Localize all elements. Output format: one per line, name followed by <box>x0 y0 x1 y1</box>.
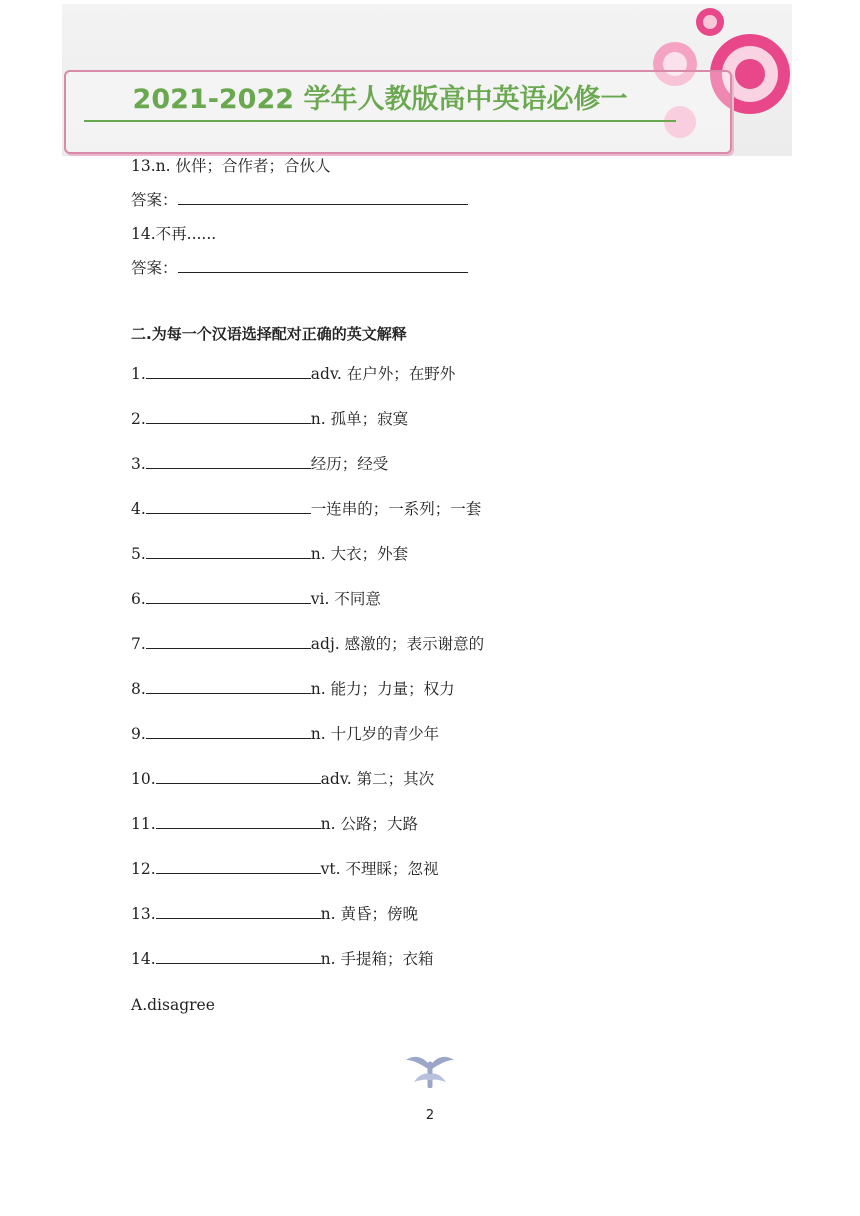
item-definition: n. 公路；大路 <box>320 815 418 833</box>
item-number: 4. <box>131 500 146 518</box>
answer-blank[interactable] <box>146 544 311 559</box>
item-definition: adv. 第二；其次 <box>320 770 435 788</box>
answer-blank[interactable] <box>156 859 321 874</box>
answer-blank[interactable] <box>146 634 311 649</box>
matching-item <box>131 544 408 564</box>
item-definition: n. 大衣；外套 <box>310 545 409 563</box>
item-number: 11. <box>131 815 156 833</box>
section-2-title: 二.为每一个汉语选择配对正确的英文解释 <box>131 325 407 343</box>
page-number: 2 <box>425 1108 435 1123</box>
matching-item <box>131 814 418 834</box>
page-title: 2021-2022 学年人教版高中英语必修一 <box>84 80 676 122</box>
item-number: 1. <box>131 365 146 383</box>
answer-blank[interactable] <box>156 769 321 784</box>
item-number: 9. <box>131 725 146 743</box>
answer-blank[interactable] <box>146 364 311 379</box>
item-definition: n. 十几岁的青少年 <box>310 725 440 743</box>
matching-item <box>131 634 484 654</box>
item-definition: n. 能力；力量；权力 <box>310 680 455 698</box>
matching-item <box>131 769 434 789</box>
item-definition: n. 手提箱；衣箱 <box>320 950 434 968</box>
question-14-prompt: 14.不再...... <box>131 225 217 243</box>
answer-blank[interactable] <box>146 724 311 739</box>
item-number: 8. <box>131 680 146 698</box>
answer-line-14 <box>131 258 468 278</box>
item-definition: vi. 不同意 <box>310 590 381 608</box>
item-definition: n. 黄昏；傍晚 <box>320 905 418 923</box>
answer-blank[interactable] <box>178 190 468 205</box>
matching-item <box>131 859 439 879</box>
answer-blank[interactable] <box>178 258 468 273</box>
item-number: 7. <box>131 635 146 653</box>
item-number: 14. <box>131 950 156 968</box>
item-definition: adj. 感激的；表示谢意的 <box>310 635 485 653</box>
answer-line-13 <box>131 190 468 210</box>
item-number: 2. <box>131 410 146 428</box>
item-definition: vt. 不理睬；忽视 <box>320 860 439 878</box>
item-number: 12. <box>131 860 156 878</box>
matching-item <box>131 949 434 969</box>
item-number: 5. <box>131 545 146 563</box>
answer-blank[interactable] <box>156 949 321 964</box>
answer-blank[interactable] <box>146 454 311 469</box>
matching-item <box>131 454 388 474</box>
footer-logo-icon <box>404 1050 456 1088</box>
item-number: 3. <box>131 455 146 473</box>
item-definition: 经历；经受 <box>310 455 389 473</box>
item-number: 13. <box>131 905 156 923</box>
matching-item <box>131 679 455 699</box>
answer-blank[interactable] <box>146 499 311 514</box>
item-number: 6. <box>131 590 146 608</box>
answer-blank[interactable] <box>146 679 311 694</box>
option-a: A.disagree <box>131 996 215 1014</box>
matching-item <box>131 904 418 924</box>
answer-label: 答案： <box>131 259 178 277</box>
matching-item <box>131 589 381 609</box>
answer-blank[interactable] <box>156 814 321 829</box>
matching-item <box>131 499 481 519</box>
item-definition: n. 孤单；寂寞 <box>310 410 409 428</box>
item-number: 10. <box>131 770 156 788</box>
matching-item <box>131 364 455 384</box>
answer-label: 答案： <box>131 191 178 209</box>
answer-blank[interactable] <box>146 409 311 424</box>
item-definition: 一连串的；一系列；一套 <box>310 500 482 518</box>
matching-item <box>131 724 439 744</box>
matching-item <box>131 409 408 429</box>
item-definition: adv. 在户外；在野外 <box>310 365 456 383</box>
answer-blank[interactable] <box>146 589 311 604</box>
answer-blank[interactable] <box>156 904 321 919</box>
question-13-prompt: 13.n. 伙伴；合作者；合伙人 <box>131 157 331 175</box>
